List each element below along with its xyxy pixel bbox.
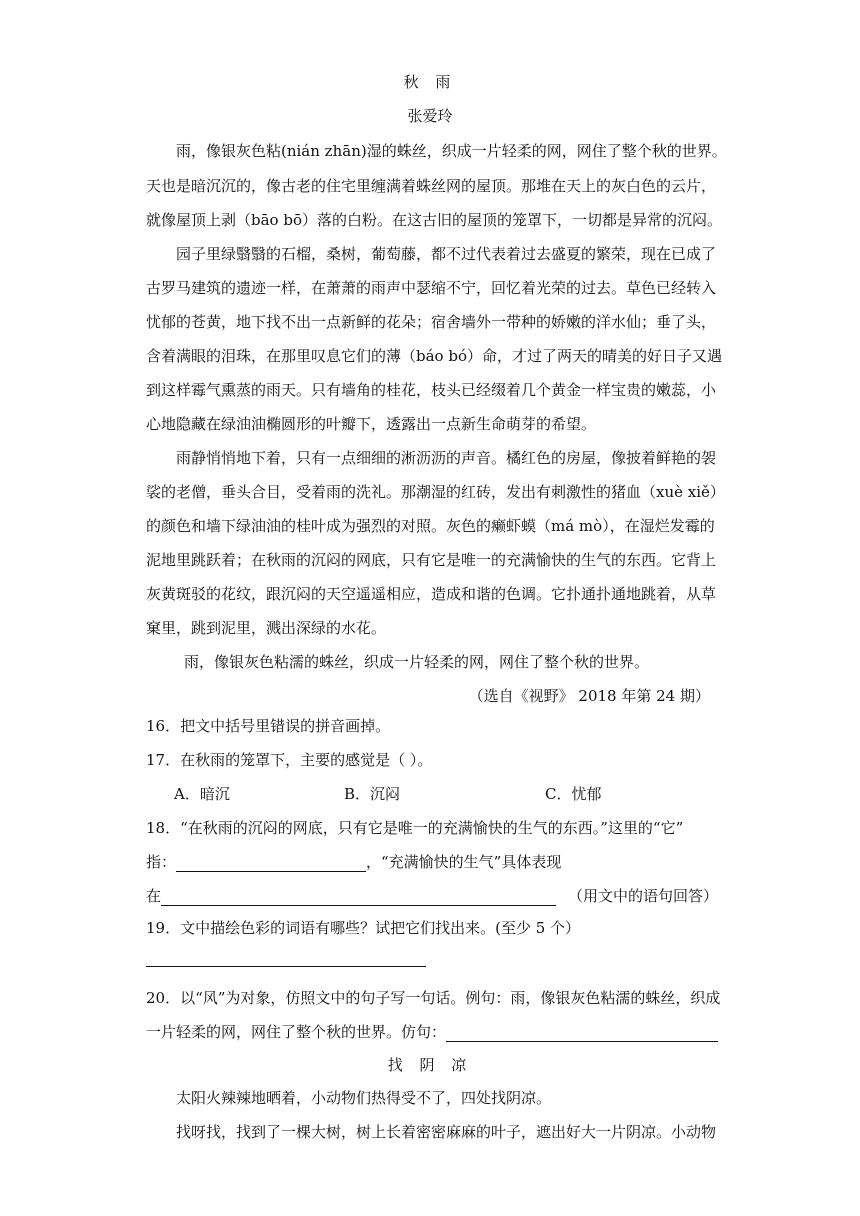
answer-blank[interactable] — [176, 855, 366, 872]
paragraph-line: 泥地里跳跃着；在秋雨的沉闷的网底，只有它是唯一的充满愉快的生气的东西。它背上 — [146, 551, 717, 569]
answer-blank[interactable] — [446, 1025, 718, 1042]
question-18-line2 — [146, 852, 561, 872]
paragraph-line: 的颜色和墙下绿油油的桂叶成为强烈的对照。灰色的癞虾蟆（má mò），在湿烂发霉的 — [146, 517, 715, 535]
paragraph-line: 心地隐藏在绿油油椭圆形的叶瓣下，透露出一点新生命萌芽的希望。 — [146, 415, 597, 433]
question-17: 17．在秋雨的笼罩下，主要的感觉是（ ）。 — [146, 751, 433, 769]
option-c[interactable]: C．忧郁 — [545, 785, 602, 803]
q18-zhi-label: 指： — [146, 853, 177, 871]
paragraph-line: 就像屋顶上剥（bāo bō）落的白粉。在这古旧的屋顶的笼罩下，一切都是异常的沉闷。 — [146, 211, 722, 229]
paragraph-line: 太阳火辣辣地晒着，小动物们热得受不了，四处找阴凉。 — [176, 1089, 552, 1107]
paragraph-line: 到这样霉气熏蒸的雨天。只有墙角的桂花，枝头已经缀着几个黄金一样宝贵的嫩蕊，小 — [146, 381, 717, 399]
question-20: 20．以“风”为对象，仿照文中的句子写一句话。例句：雨，像银灰色粘濡的蛛丝，织成 — [146, 989, 721, 1007]
question-18-line3 — [146, 886, 718, 906]
paragraph-line: 古罗马建筑的遗迹一样，在萧萧的雨声中瑟缩不宁，回忆着光荣的过去。草色已经转入 — [146, 279, 717, 297]
question-20-line2 — [146, 1022, 718, 1042]
paragraph-line: 找呀找，找到了一棵大树，树上长着密密麻麻的叶子，遮出好大一片阴凉。小动物 — [176, 1123, 717, 1141]
passage-source: （选自《视野》 2018 年第 24 期） — [468, 687, 710, 705]
paragraph-line: 园子里绿翳翳的石榴，桑树，葡萄藤，都不过代表着过去盛夏的繁荣，现在已成了 — [176, 245, 717, 263]
q18-tail-text: （用文中的语句回答） — [568, 887, 719, 905]
option-b[interactable]: B．沉闷 — [344, 785, 401, 803]
q18-mid-text: ，“充满愉快的生气”具体表现 — [366, 853, 562, 871]
paragraph-line: 忧郁的苍黄，地下找不出一点新鲜的花朵；宿舍墙外一带种的娇嫩的洋水仙；垂了头， — [146, 313, 717, 331]
question-19: 19．文中描绘色彩的词语有哪些？试把它们找出来。(至少 5 个） — [146, 919, 581, 937]
paragraph-line: 雨，像银灰色粘(nián zhān)湿的蛛丝，织成一片轻柔的网，网住了整个秋的世界。 — [176, 142, 727, 160]
paragraph-line: 裟的老僧，垂头合目，受着雨的洗礼。那潮湿的红砖，发出有刺激性的猪血（xuè xiě） — [146, 483, 725, 501]
passage2-title: 找 阴 凉 — [387, 1056, 473, 1074]
passage-author: 张爱玲 — [407, 107, 453, 125]
question-18: 18．“在秋雨的沉闷的网底，只有它是唯一的充满愉快的生气的东西。”这里的“它” — [146, 819, 684, 837]
paragraph-line: 雨，像银灰色粘濡的蛛丝，织成一片轻柔的网，网住了整个秋的世界。 — [184, 653, 650, 671]
paragraph-line: 窠里，跳到泥里，溅出深绿的水花。 — [146, 619, 387, 637]
answer-line[interactable] — [146, 966, 426, 967]
answer-blank[interactable] — [161, 889, 556, 906]
question-16: 16．把文中括号里错误的拼音画掉。 — [146, 717, 391, 735]
q20-line2-text: 一片轻柔的网，网住了整个秋的世界。仿句： — [146, 1023, 447, 1041]
paragraph-line: 天也是暗沉沉的，像古老的住宅里缠满着蛛丝网的屋顶。那堆在天上的灰白色的云片， — [146, 177, 717, 195]
passage-title: 秋 雨 — [403, 73, 457, 91]
paragraph-line: 雨静悄悄地下着，只有一点细细的淅沥沥的声音。橘红色的房屋，像披着鲜艳的袈 — [176, 449, 717, 467]
paragraph-line: 含着满眼的泪珠，在那里叹息它们的薄（báo bó）命，才过了两天的晴美的好日子又遇 — [146, 347, 722, 365]
paragraph-line: 灰黄斑驳的花纹，跟沉闷的天空遥遥相应，造成和谐的色调。它扑通扑通地跳着，从草 — [146, 585, 717, 603]
q18-zai-label: 在 — [146, 887, 162, 905]
option-a[interactable]: A．暗沉 — [174, 785, 230, 803]
